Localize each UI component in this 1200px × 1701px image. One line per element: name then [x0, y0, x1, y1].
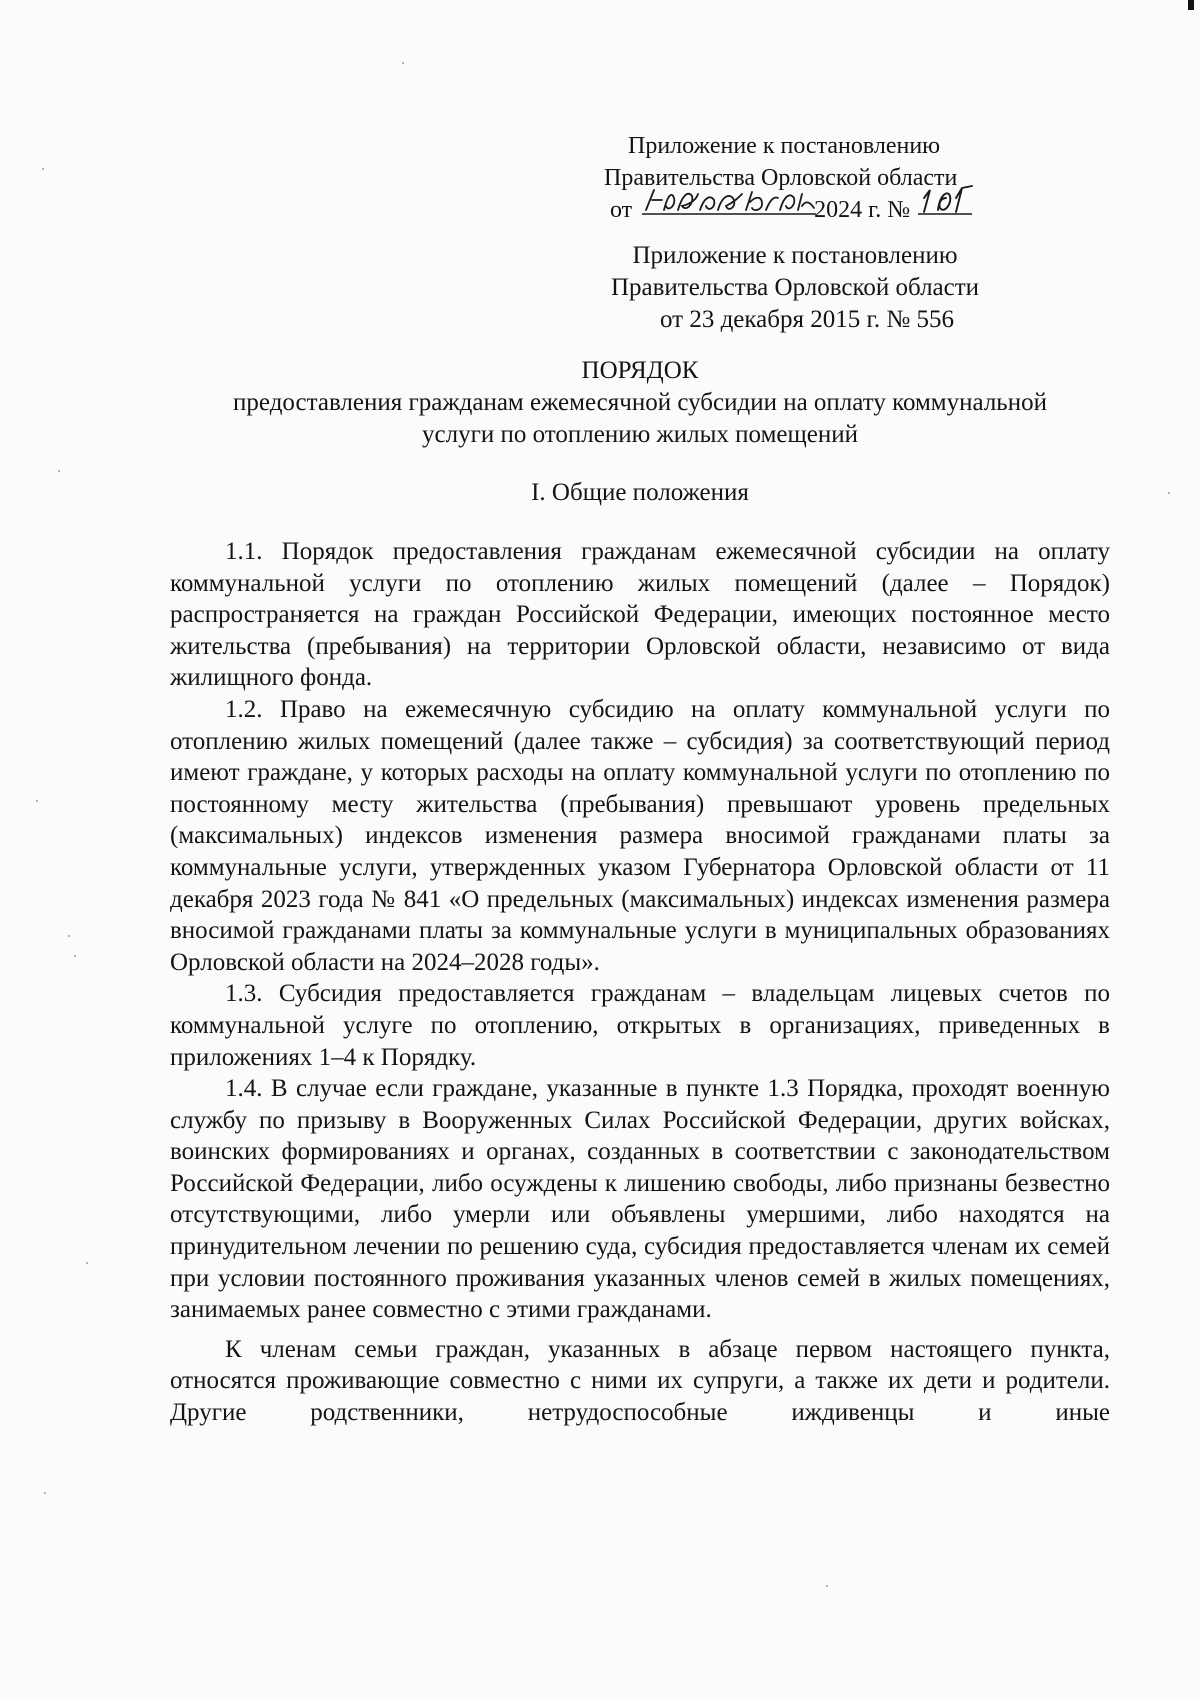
date-prefix: от — [610, 197, 633, 223]
scan-speck — [42, 168, 44, 170]
appendix-original-line1: Приложение к постановлению — [632, 242, 958, 269]
section-heading: I. Общие положения — [531, 479, 749, 506]
scan-corner-mark — [1188, 0, 1194, 10]
appendix-current — [604, 130, 1098, 226]
scan-speck — [68, 935, 70, 937]
scan-speck — [36, 800, 38, 802]
scan-speck — [826, 1585, 828, 1587]
handwritten-number — [916, 194, 970, 226]
title-heading: ПОРЯДОК — [581, 357, 699, 384]
appendix-current-line2: Правительства Орловской области — [604, 165, 958, 191]
document-title — [170, 355, 1110, 451]
appendix-original — [505, 240, 1085, 336]
scan-speck — [74, 955, 76, 957]
appendix-original-line2: Правительства Орловской области — [610, 274, 980, 301]
title-subtitle-line2: услуги по отоплению жилых помещений — [422, 421, 858, 448]
scan-speck — [402, 62, 404, 64]
paragraph-1-3: 1.3. Субсидия предоставляется гражданам – владельцам лицевых счетов по коммунальной услуге по отоплению, открытых в организациях, приведенных в приложениях 1–4 к Порядку. — [170, 980, 1110, 1071]
scan-speck — [86, 1262, 88, 1264]
scan-speck — [44, 1492, 46, 1494]
paragraph-1-2: 1.2. Право на ежемесячную субсидию на оплату коммунальной услуги по отоплению жилых помещений (далее также – субсидия) за соответствующий период имеют граждане, у которых расходы на оплату коммунальной услуги по отоплению по постоянному месту жительства (пребывания) превышают уровень предельных (максимальных) индексов изменения размера вносимой гражданами платы за коммунальные услуги, утвержденных указом Губернатора Орловской области от 11 декабря 2023 года № 841 «О предельных (максимальных) индексах изменения размера вносимой гражданами платы за коммунальные услуги в муниципальных образованиях Орловской области на 2024–2028 годы». — [170, 695, 1110, 976]
date-year: 2024 г. № — [814, 197, 911, 223]
scan-speck — [58, 470, 60, 472]
appendix-current-line1: Приложение к постановлению — [628, 133, 941, 159]
paragraph-1-4-second: К членам семьи граждан, указанных в абзаце первом настоящего пункта, относятся проживающие совместно с ними их супруги, а также их дети и родители. Другие родственники, нетрудоспособные иждивенцы и иные — [170, 1335, 1110, 1427]
handwritten-date-signature — [638, 184, 824, 224]
paragraph-1-1: 1.1. Порядок предоставления гражданам ежемесячной субсидии на оплату коммунальной услуги по отоплению жилых помещений (далее – Порядок) распространяется на граждан Российской Федерации, имеющих постоянное место жительства (пребывания) на территории Орловской области, независимо от вида жилищного фонда. — [170, 538, 1110, 692]
appendix-current-date-line — [610, 194, 1098, 226]
document-body — [170, 536, 1110, 1429]
handwritten-number-signature — [916, 184, 978, 224]
paragraph-1-4: 1.4. В случае если граждане, указанные в пункте 1.3 Порядка, проходят военную службу по призыву в Вооруженных Силах Российской Федерации, других войсках, воинских формированиях и органах, созданных в соответствии с законодательством Российской Федерации, либо осуждены к лишению свободы, либо признаны безвестно отсутствующими, либо умерли или объявлены умершими, либо находятся на принудительном лечении по решению суда, субсидия предоставляется членам их семей при условии постоянного проживания указанных членов семей в жилых помещениях, занимаемых ранее совместно с этими гражданами. — [170, 1075, 1110, 1324]
appendix-original-line3: от 23 декабря 2015 г. № 556 — [659, 306, 955, 333]
scan-speck — [1168, 492, 1170, 494]
title-subtitle-line1: предоставления гражданам ежемесячной субсидии на оплату коммунальной — [233, 389, 1047, 416]
handwritten-date — [638, 194, 814, 226]
